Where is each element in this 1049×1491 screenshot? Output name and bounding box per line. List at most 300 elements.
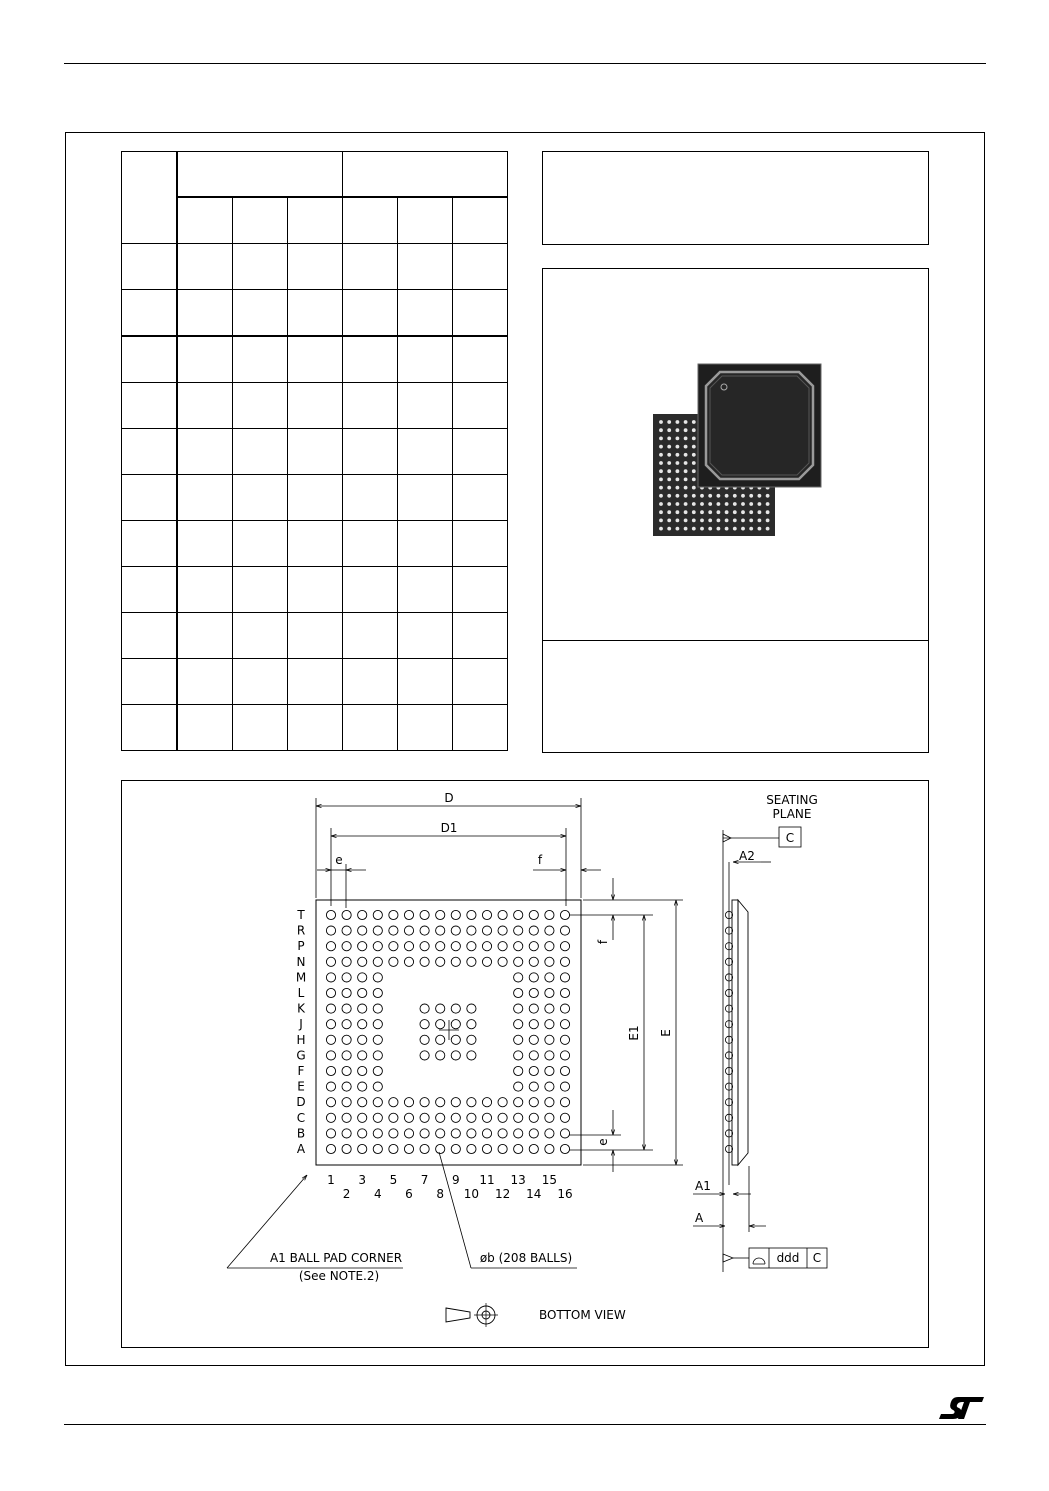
package-outline-drawing xyxy=(121,780,929,1348)
solder-ball xyxy=(420,1144,429,1153)
solder-ball xyxy=(436,957,445,966)
table-cell xyxy=(288,613,343,659)
photo-ball xyxy=(676,461,680,465)
solder-ball xyxy=(326,957,335,966)
solder-ball xyxy=(326,1113,335,1122)
solder-ball xyxy=(404,1113,413,1122)
photo-ball xyxy=(667,519,671,523)
solder-ball xyxy=(326,926,335,935)
solder-ball xyxy=(451,942,460,951)
photo-ball xyxy=(700,502,704,506)
photo-ball xyxy=(692,494,696,498)
table-cell xyxy=(343,705,398,751)
photo-ball xyxy=(676,510,680,514)
solder-ball xyxy=(451,957,460,966)
row-label: D xyxy=(296,1095,306,1110)
photo-ball xyxy=(692,461,696,465)
table-cell xyxy=(343,152,508,198)
table-cell xyxy=(122,429,178,475)
photo-ball xyxy=(733,494,737,498)
column-label: 11 xyxy=(479,1173,495,1187)
solder-ball xyxy=(498,1144,507,1153)
solder-ball xyxy=(467,910,476,919)
table-cell xyxy=(233,244,288,290)
table-row xyxy=(122,521,508,567)
table-cell xyxy=(453,521,508,567)
table-header-row xyxy=(122,152,508,198)
solder-ball xyxy=(498,1098,507,1107)
table-subheader-row xyxy=(122,197,508,244)
solder-ball xyxy=(560,1020,569,1029)
table-row xyxy=(122,705,508,751)
solder-ball xyxy=(373,1144,382,1153)
photo-ball xyxy=(733,510,737,514)
solder-ball xyxy=(545,988,554,997)
table-cell xyxy=(233,197,288,244)
photo-ball xyxy=(676,478,680,482)
table-cell xyxy=(453,197,508,244)
solder-ball xyxy=(529,1098,538,1107)
column-label: 16 xyxy=(557,1187,573,1201)
photo-ball xyxy=(659,502,663,506)
solder-ball xyxy=(326,910,335,919)
solder-ball xyxy=(514,988,523,997)
solder-ball xyxy=(358,1035,367,1044)
solder-ball xyxy=(358,957,367,966)
seating-plane-line1: SEATING xyxy=(766,793,818,807)
solder-ball xyxy=(404,1144,413,1153)
table-row xyxy=(122,613,508,659)
solder-ball xyxy=(358,1098,367,1107)
photo-ball xyxy=(725,519,729,523)
package-body-outline xyxy=(316,900,581,1165)
column-label: 8 xyxy=(436,1187,445,1201)
table-cell xyxy=(122,336,178,383)
dimensions-table xyxy=(121,151,508,751)
photo-ball xyxy=(717,494,721,498)
table-cell xyxy=(122,521,178,567)
photo-ball xyxy=(667,453,671,457)
solder-ball xyxy=(560,926,569,935)
dimension-label-e-horizontal: e xyxy=(335,853,343,867)
table-cell xyxy=(288,197,343,244)
solder-ball xyxy=(436,942,445,951)
solder-ball xyxy=(529,926,538,935)
table-cell xyxy=(177,429,233,475)
dimension-label-a2: A2 xyxy=(739,849,755,863)
table-cell xyxy=(288,290,343,337)
solder-ball xyxy=(358,1144,367,1153)
solder-ball xyxy=(451,1020,460,1029)
column-label: 2 xyxy=(342,1187,351,1201)
solder-ball xyxy=(545,1051,554,1060)
photo-ball xyxy=(692,519,696,523)
photo-ball xyxy=(692,478,696,482)
solder-ball xyxy=(482,1144,491,1153)
seating-plane-line2: PLANE xyxy=(772,807,812,821)
table-cell xyxy=(398,429,453,475)
photo-ball xyxy=(659,469,663,473)
column-label: 7 xyxy=(420,1173,429,1187)
photo-ball xyxy=(766,527,770,531)
solder-ball xyxy=(467,1098,476,1107)
tolerance-datum: C xyxy=(812,1251,822,1265)
solder-ball xyxy=(560,957,569,966)
solder-ball xyxy=(498,910,507,919)
photo-ball xyxy=(700,510,704,514)
table-cell xyxy=(177,336,233,383)
column-label: 9 xyxy=(451,1173,460,1187)
photo-ball xyxy=(659,428,663,432)
table-cell xyxy=(453,613,508,659)
photo-ball xyxy=(733,519,737,523)
solder-ball xyxy=(451,1113,460,1122)
table-cell xyxy=(398,613,453,659)
solder-ball xyxy=(451,1144,460,1153)
photo-ball xyxy=(692,486,696,490)
photo-ball xyxy=(692,453,696,457)
solder-ball xyxy=(342,1144,351,1153)
solder-ball xyxy=(342,1004,351,1013)
photo-ball xyxy=(659,510,663,514)
solder-ball xyxy=(467,1129,476,1138)
package-drawing-box xyxy=(121,780,929,1348)
table-cell xyxy=(453,475,508,521)
solder-ball xyxy=(358,973,367,982)
photo-ball xyxy=(692,420,696,424)
row-label: A xyxy=(296,1142,306,1156)
solder-ball xyxy=(545,1035,554,1044)
table-cell xyxy=(122,290,178,337)
solder-ball xyxy=(560,910,569,919)
solder-ball xyxy=(373,1004,382,1013)
table-cell xyxy=(177,197,233,244)
solder-ball xyxy=(373,1082,382,1091)
photo-ball xyxy=(684,494,688,498)
table-cell xyxy=(122,659,178,705)
row-label: H xyxy=(296,1032,306,1047)
table-cell xyxy=(343,336,398,383)
photo-ball xyxy=(758,510,762,514)
table-cell xyxy=(233,567,288,613)
dimension-label-e-height: E xyxy=(659,1029,673,1037)
solder-ball xyxy=(420,1004,429,1013)
solder-ball xyxy=(326,1129,335,1138)
row-label: P xyxy=(297,939,305,954)
table-cell xyxy=(398,475,453,521)
solder-ball xyxy=(404,910,413,919)
solder-ball xyxy=(373,1066,382,1075)
photo-ball xyxy=(692,428,696,432)
table-cell xyxy=(343,429,398,475)
solder-ball xyxy=(420,957,429,966)
table-cell xyxy=(288,244,343,290)
table-cell xyxy=(343,567,398,613)
table-cell xyxy=(177,705,233,751)
table-cell xyxy=(233,521,288,567)
photo-ball xyxy=(766,519,770,523)
solder-ball xyxy=(560,1144,569,1153)
table-cell xyxy=(233,659,288,705)
row-label: B xyxy=(296,1126,306,1141)
photo-ball xyxy=(659,478,663,482)
column-label: 3 xyxy=(358,1173,367,1187)
photo-ball xyxy=(692,445,696,449)
solder-ball xyxy=(529,988,538,997)
photo-ball xyxy=(684,437,688,441)
solder-ball xyxy=(326,942,335,951)
solder-ball xyxy=(420,1113,429,1122)
solder-ball xyxy=(342,910,351,919)
bottom-view-label: BOTTOM VIEW xyxy=(539,1308,626,1322)
solder-ball xyxy=(451,1098,460,1107)
solder-ball xyxy=(342,942,351,951)
photo-ball xyxy=(708,494,712,498)
photo-ball xyxy=(676,486,680,490)
photo-ball xyxy=(708,519,712,523)
solder-ball xyxy=(373,957,382,966)
photo-ball xyxy=(676,519,680,523)
solder-ball xyxy=(467,1113,476,1122)
solder-ball xyxy=(514,942,523,951)
solder-ball xyxy=(326,1035,335,1044)
solder-ball xyxy=(326,1020,335,1029)
table-cell xyxy=(343,521,398,567)
solder-ball xyxy=(342,1035,351,1044)
solder-ball xyxy=(436,1004,445,1013)
callout-a1-corner: A1 BALL PAD CORNER xyxy=(269,1251,403,1265)
row-label: F xyxy=(297,1064,305,1078)
solder-ball xyxy=(436,910,445,919)
solder-ball xyxy=(545,1082,554,1091)
photo-ball xyxy=(676,445,680,449)
photo-ball xyxy=(700,519,704,523)
table-cell xyxy=(177,290,233,337)
solder-ball xyxy=(467,1035,476,1044)
photo-ball xyxy=(725,494,729,498)
table-cell xyxy=(398,336,453,383)
column-label: 15 xyxy=(541,1173,558,1187)
photo-ball xyxy=(684,453,688,457)
solder-ball xyxy=(358,1082,367,1091)
solder-ball xyxy=(342,1020,351,1029)
solder-ball xyxy=(545,957,554,966)
solder-ball xyxy=(467,1004,476,1013)
photo-ball xyxy=(741,510,745,514)
solder-ball xyxy=(451,1129,460,1138)
column-label: 4 xyxy=(373,1187,382,1201)
solder-ball xyxy=(482,926,491,935)
photo-ball xyxy=(725,510,729,514)
photo-ball xyxy=(700,494,704,498)
solder-ball xyxy=(514,1129,523,1138)
solder-ball xyxy=(326,1144,335,1153)
photo-ball xyxy=(741,519,745,523)
solder-ball xyxy=(560,1082,569,1091)
solder-ball xyxy=(373,988,382,997)
solder-ball xyxy=(358,1129,367,1138)
solder-ball xyxy=(404,1098,413,1107)
solder-ball xyxy=(358,1020,367,1029)
solder-ball xyxy=(451,926,460,935)
solder-ball xyxy=(358,926,367,935)
row-label: L xyxy=(297,986,305,1000)
solder-ball xyxy=(467,926,476,935)
solder-ball xyxy=(342,1098,351,1107)
solder-ball xyxy=(560,1004,569,1013)
solder-ball xyxy=(342,957,351,966)
photo-ball xyxy=(758,494,762,498)
table-cell xyxy=(177,152,343,198)
photo-ball xyxy=(684,519,688,523)
solder-ball xyxy=(482,1129,491,1138)
table-cell xyxy=(343,475,398,521)
photo-ball xyxy=(659,486,663,490)
photo-ball xyxy=(667,445,671,449)
solder-ball xyxy=(545,910,554,919)
solder-ball xyxy=(514,973,523,982)
table-cell xyxy=(343,290,398,337)
solder-ball xyxy=(373,973,382,982)
photo-ball xyxy=(766,510,770,514)
photo-ball xyxy=(667,510,671,514)
photo-ball xyxy=(684,510,688,514)
side-view xyxy=(693,793,827,1272)
solder-ball xyxy=(545,1144,554,1153)
table-cell xyxy=(288,659,343,705)
solder-ball xyxy=(358,910,367,919)
solder-ball xyxy=(358,1066,367,1075)
solder-ball xyxy=(545,973,554,982)
solder-ball xyxy=(498,942,507,951)
table-row xyxy=(122,475,508,521)
dimension-label-e-vertical: e xyxy=(596,1138,610,1146)
photo-ball xyxy=(692,469,696,473)
photo-ball xyxy=(766,494,770,498)
solder-ball xyxy=(342,988,351,997)
solder-ball xyxy=(467,942,476,951)
table-row xyxy=(122,659,508,705)
column-label: 14 xyxy=(526,1187,542,1201)
solder-ball xyxy=(529,942,538,951)
table-cell xyxy=(288,521,343,567)
photo-ball xyxy=(667,461,671,465)
table-cell xyxy=(453,244,508,290)
table-cell xyxy=(233,705,288,751)
table-cell xyxy=(453,336,508,383)
table-cell xyxy=(122,613,178,659)
dimension-label-d1: D1 xyxy=(440,821,458,835)
table-cell xyxy=(233,383,288,429)
solder-ball xyxy=(467,1020,476,1029)
solder-ball xyxy=(326,988,335,997)
solder-ball xyxy=(560,973,569,982)
solder-ball xyxy=(436,1051,445,1060)
photo-ball xyxy=(692,510,696,514)
row-label: T xyxy=(297,908,305,922)
photo-ball xyxy=(692,502,696,506)
tolerance-value: ddd xyxy=(776,1251,800,1265)
solder-ball xyxy=(529,1144,538,1153)
photo-ball xyxy=(766,502,770,506)
table-cell xyxy=(343,244,398,290)
column-label: 13 xyxy=(510,1173,526,1187)
photo-ball xyxy=(749,494,753,498)
solder-ball xyxy=(436,1129,445,1138)
solder-ball xyxy=(560,1098,569,1107)
solder-ball xyxy=(373,1113,382,1122)
footer-rule xyxy=(64,1424,986,1425)
solder-ball xyxy=(514,1082,523,1091)
photo-ball xyxy=(676,453,680,457)
column-label: 10 xyxy=(463,1187,480,1201)
solder-ball xyxy=(420,1020,429,1029)
table-cell xyxy=(288,383,343,429)
photo-ball xyxy=(667,437,671,441)
table-cell xyxy=(288,336,343,383)
table-cell xyxy=(288,429,343,475)
table-cell xyxy=(177,659,233,705)
table-cell xyxy=(453,429,508,475)
datum-c-label: C xyxy=(785,831,795,845)
solder-ball xyxy=(373,1020,382,1029)
photo-ball xyxy=(684,486,688,490)
solder-ball xyxy=(514,1004,523,1013)
table-row xyxy=(122,567,508,613)
photo-ball xyxy=(741,502,745,506)
table-cell xyxy=(122,244,178,290)
solder-ball xyxy=(420,910,429,919)
dimension-label-e1: E1 xyxy=(627,1025,641,1041)
table-cell xyxy=(233,429,288,475)
solder-ball xyxy=(326,1051,335,1060)
solder-ball xyxy=(545,926,554,935)
photo-ball xyxy=(667,478,671,482)
photo-ball xyxy=(676,527,680,531)
solder-ball xyxy=(420,926,429,935)
solder-ball xyxy=(482,957,491,966)
photo-ball xyxy=(717,519,721,523)
bga-package-photo xyxy=(543,269,930,754)
row-label: G xyxy=(296,1048,306,1063)
row-label: K xyxy=(297,1001,305,1016)
solder-ball xyxy=(326,1098,335,1107)
solder-ball xyxy=(514,1035,523,1044)
solder-ball xyxy=(545,1066,554,1075)
table-cell xyxy=(398,521,453,567)
dimension-label-a1: A1 xyxy=(695,1179,711,1193)
photo-ball xyxy=(708,502,712,506)
row-label: R xyxy=(296,923,306,938)
table-cell xyxy=(177,475,233,521)
table-cell xyxy=(343,197,398,244)
photo-ball xyxy=(717,510,721,514)
photo-ball xyxy=(692,437,696,441)
table-cell xyxy=(122,705,178,751)
solder-ball xyxy=(436,1113,445,1122)
solder-ball xyxy=(560,1113,569,1122)
solder-ball xyxy=(373,1035,382,1044)
header-rule xyxy=(64,63,986,64)
solder-ball xyxy=(560,1035,569,1044)
solder-ball xyxy=(498,1113,507,1122)
solder-ball xyxy=(373,910,382,919)
solder-ball xyxy=(420,1129,429,1138)
solder-ball xyxy=(342,1051,351,1060)
row-label: E xyxy=(297,1079,305,1094)
column-labels xyxy=(327,1173,572,1201)
photo-ball xyxy=(717,502,721,506)
